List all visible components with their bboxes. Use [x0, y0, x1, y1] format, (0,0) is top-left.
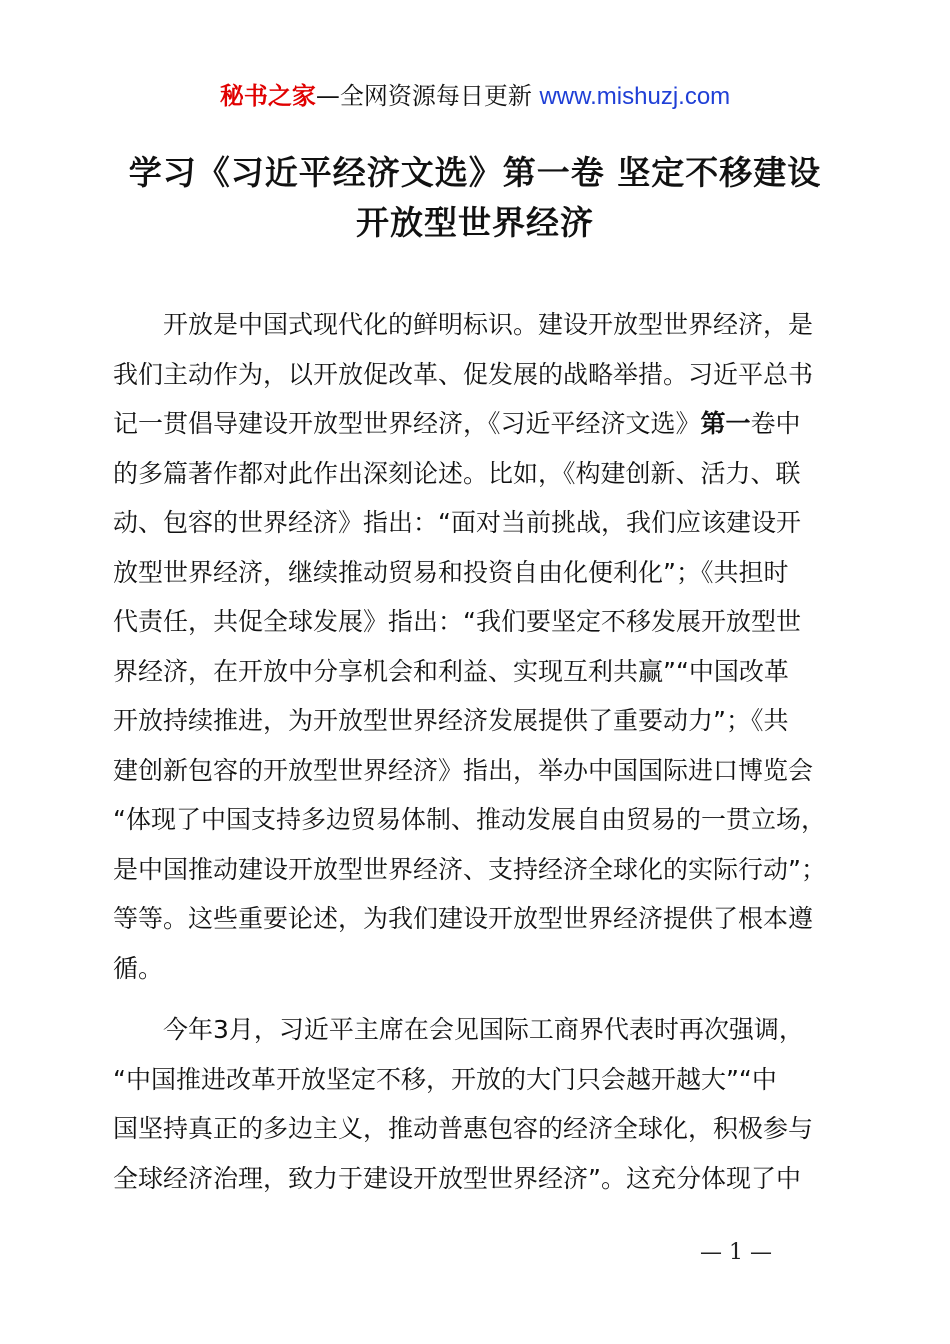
- text-line: 全球经济治理，致力于建设开放型世界经济”。这充分体现了中: [113, 1163, 801, 1193]
- text-line: 代责任，共促全球发展》指出：“我们要坚定不移发展开放型世: [113, 607, 801, 636]
- text-line: [113, 399, 843, 449]
- text-line: “中国推进改革开放坚定不移，开放的大门只会越开越大”“中: [113, 1064, 777, 1094]
- text-span: 记一贯倡导建设开放型世界经济，《习近平经济文选》: [113, 409, 701, 438]
- document-body: [113, 300, 843, 1203]
- site-url-link[interactable]: www.mishuzj.com: [539, 83, 731, 110]
- paragraph-spacer: [113, 993, 843, 1005]
- document-title-line-1: 学习《习近平经济文选》第一卷 坚定不移建设: [128, 153, 822, 192]
- text-line: 开放是中国式现代化的鲜明标识。建设开放型世界经济，是: [163, 310, 814, 339]
- bold-text-span: 第一: [700, 409, 751, 438]
- document-title: [60, 148, 890, 248]
- text-line: “体现了中国支持多边贸易体制、推动发展自由贸易的一贯立场，: [113, 805, 826, 834]
- text-line: 我们主动作为，以开放促改革、促发展的战略举措。习近平总书: [113, 359, 814, 389]
- site-brand: 秘书之家: [219, 82, 316, 110]
- document-title-line-2: 开放型世界经济: [356, 203, 594, 242]
- text-line: 循。: [113, 953, 164, 983]
- text-line: 国坚持真正的多边主义，推动普惠包容的经济全球化，积极参与: [113, 1114, 814, 1143]
- page-number: — 1 —: [700, 1240, 772, 1265]
- paragraph-2: [113, 1005, 843, 1203]
- text-span: 卷中: [750, 409, 801, 438]
- text-line: 开放持续推进，为开放型世界经济发展提供了重要动力”；《共: [113, 706, 789, 735]
- text-line: 放型世界经济，继续推动贸易和投资自由化便利化”；《共担时: [113, 557, 789, 587]
- text-line: 等等。这些重要论述，为我们建设开放型世界经济提供了根本遵: [113, 904, 814, 933]
- text-line: 是中国推动建设开放型世界经济、支持经济全球化的实际行动”；: [113, 854, 826, 884]
- text-line: 建创新包容的开放型世界经济》指出，举办中国国际进口博览会: [113, 755, 814, 785]
- text-line: 动、包容的世界经济》指出：“面对当前挑战，我们应该建设开: [113, 508, 801, 537]
- site-tagline: —全网资源每日更新: [315, 82, 540, 110]
- paragraph-1: [113, 300, 843, 993]
- site-header: [0, 78, 950, 115]
- text-line: 界经济，在开放中分享机会和利益、实现互利共赢”“中国改革: [113, 656, 789, 686]
- text-line: 今年3月，习近平主席在会见国际工商界代表时再次强调，: [163, 1015, 804, 1044]
- text-line: 的多篇著作都对此作出深刻论述。比如，《构建创新、活力、联: [113, 458, 801, 488]
